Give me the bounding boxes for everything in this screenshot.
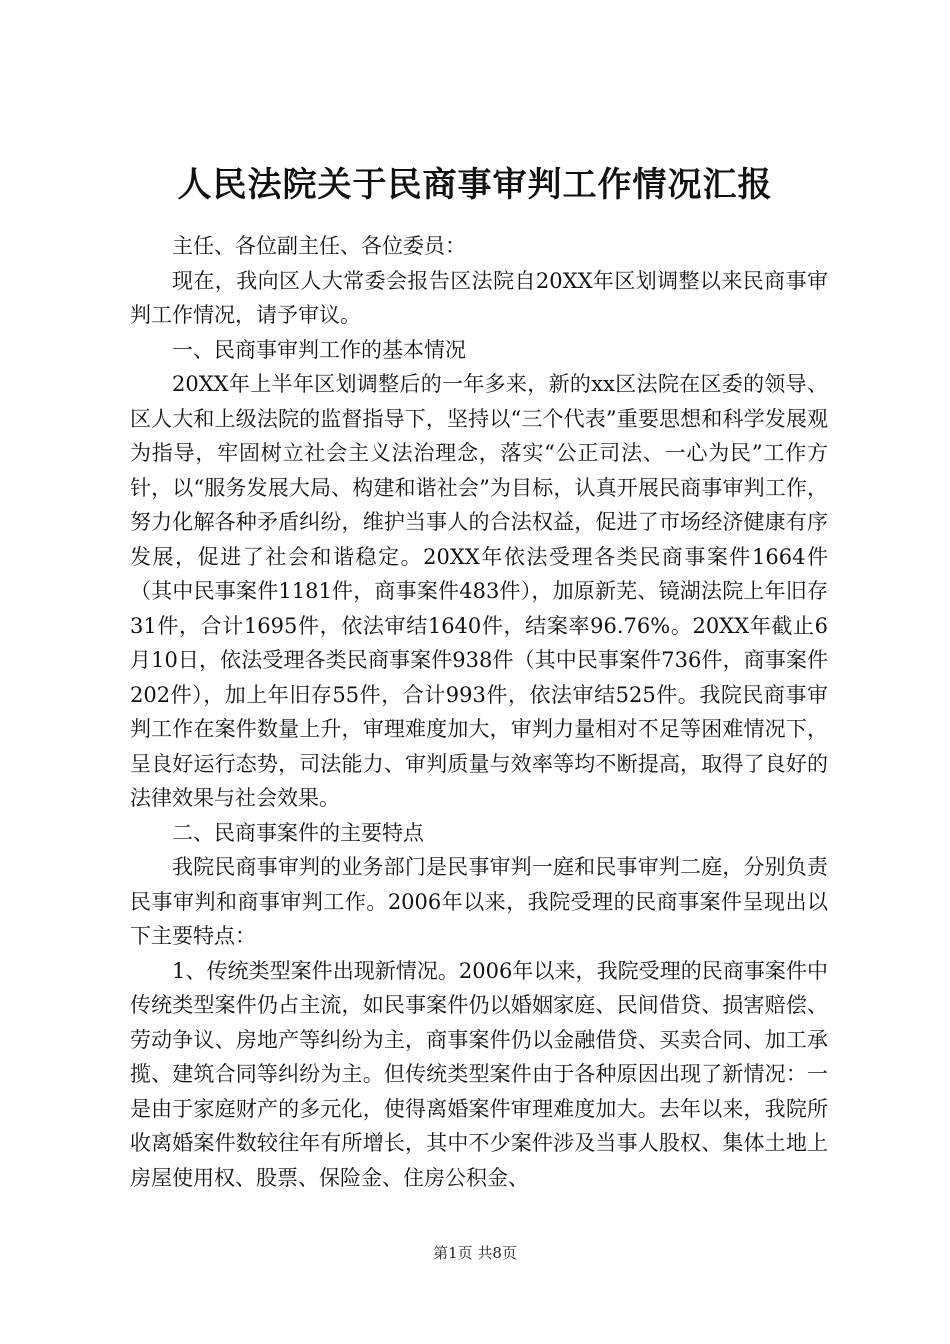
page-footer: 第1页 共8页: [433, 1244, 517, 1262]
document-body: [130, 229, 828, 1195]
body-paragraph: 20XX年上半年区划调整后的一年多来，新的xx区法院在区委的领导、区人大和上级法院的监督指导下，坚持以“三个代表”重要思想和科学发展观为指导，牢固树立社会主义法治理念，落实“公正司法、一心为民”工作方针，以“服务发展大局、构建和谐社会”为目标，认真开展民商事审判工作，努力化解各种矛盾纠纷，维护当事人的合法权益，促进了市场经济健康有序发展，促进了社会和谐稳定。20XX年依法受理各类民商事案件1664件（其中民事案件1181件，商事案件483件），加原新芜、镜湖法院上年旧存31件，合计1695件，依法审结1640件，结案率96.76%。20XX年截止6月10日，依法受理各类民商事案件938件（其中民事案件736件，商事案件202件），加上年旧存55件，合计993件，依法审结525件。我院民商事审判工作在案件数量上升，审理难度加大，审判力量相对不足等困难情况下，呈良好运行态势，司法能力、审判质量与效率等均不断提高，取得了良好的法律效果与社会效果。: [130, 372, 828, 810]
body-paragraph: 1、传统类型案件出现新情况。2006年以来，我院受理的民商事案件中传统类型案件仍占主流，如民事案件仍以婚姻家庭、民间借贷、损害赔偿、劳动争议、房地产等纠纷为主，商事案件仍以金融借贷、买卖合同、加工承揽、建筑合同等纠纷为主。但传统类型案件由于各种原因出现了新情况：一是由于家庭财产的多元化，使得离婚案件审理难度加大。去年以来，我院所收离婚案件数较往年有所增长，其中不少案件涉及当事人股权、集体土地上房屋使用权、股票、保险金、住房公积金、: [130, 958, 828, 1190]
section-heading-2: 二、民商事案件的主要特点: [172, 820, 424, 845]
intro-paragraph: 现在，我向区人大常委会报告区法院自20XX年区划调整以来民商事审判工作情况，请予审议。: [130, 268, 828, 327]
salutation-paragraph: 主任、各位副主任、各位委员：: [172, 234, 466, 258]
body-paragraph: 我院民商事审判的业务部门是民事审判一庭和民事审判二庭，分别负责民事审判和商事审判工作。2006年以来，我院受理的民商事案件呈现出以下主要特点：: [130, 855, 828, 948]
section-heading-1: 一、民商事审判工作的基本情况: [172, 337, 466, 362]
document-title: 人民法院关于民商事审判工作情况汇报: [177, 165, 773, 205]
